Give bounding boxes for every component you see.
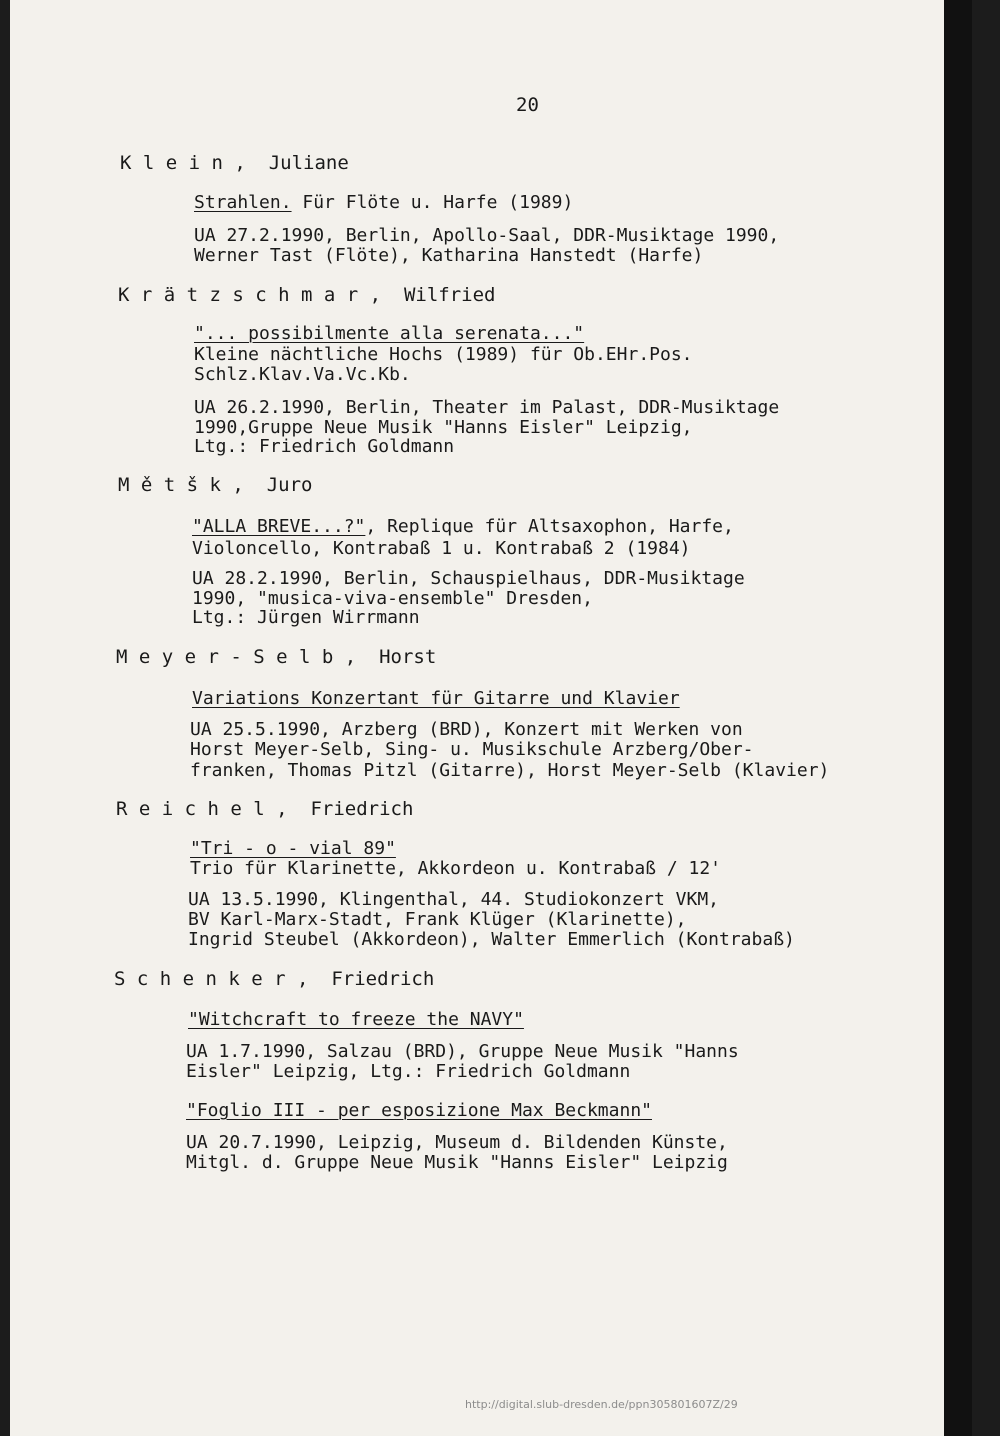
- work-title-line: [192, 517, 734, 537]
- performance-info: BV Karl-Marx-Stadt, Frank Klüger (Klarinette),: [188, 909, 687, 930]
- performance-info: Mitgl. d. Gruppe Neue Musik "Hanns Eisler" Leipzig: [186, 1152, 728, 1173]
- work-title-line: [190, 839, 396, 859]
- performance-info: UA 26.2.1990, Berlin, Theater im Palast, DDR-Musiktage: [194, 397, 780, 418]
- work-title: Variations Konzertant für Gitarre und Klavier: [192, 688, 680, 709]
- performance-info: Ingrid Steubel (Akkordeon), Walter Emmerlich (Kontrabaß): [188, 929, 795, 950]
- document-page: [10, 0, 972, 1436]
- work-title-line: [188, 1010, 524, 1030]
- performance-info: UA 20.7.1990, Leipzig, Museum d. Bildenden Künste,: [186, 1132, 728, 1153]
- work-subtitle: Schlz.Klav.Va.Vc.Kb.: [194, 364, 411, 385]
- work-title: Strahlen.: [194, 192, 292, 213]
- work-title-rest: Für Flöte u. Harfe (1989): [291, 192, 574, 213]
- composer-name: K l e i n , Juliane: [120, 152, 349, 174]
- performance-info: UA 27.2.1990, Berlin, Apollo-Saal, DDR-Musiktage 1990,: [194, 225, 780, 246]
- performance-info: 1990, "musica-viva-ensemble" Dresden,: [192, 588, 593, 609]
- work-subtitle: Trio für Klarinette, Akkordeon u. Kontrabaß / 12': [190, 858, 722, 879]
- composer-name: M e y e r - S e l b , Horst: [116, 646, 437, 668]
- performance-info: Horst Meyer-Selb, Sing- u. Musikschule Arzberg/Ober-: [190, 739, 754, 760]
- page-number: 20: [516, 94, 539, 116]
- performance-info: Ltg.: Friedrich Goldmann: [194, 436, 455, 457]
- work-title: "ALLA BREVE...?": [192, 516, 366, 537]
- work-title-line: [192, 689, 680, 709]
- composer-name: K r ä t z s c h m a r , Wilfried: [118, 284, 496, 306]
- scan-edge: [944, 0, 972, 1436]
- performance-info: Eisler" Leipzig, Ltg.: Friedrich Goldmann: [186, 1061, 631, 1082]
- performance-info: 1990,Gruppe Neue Musik "Hanns Eisler" Leipzig,: [194, 417, 693, 438]
- performance-info: franken, Thomas Pitzl (Gitarre), Horst Meyer-Selb (Klavier): [190, 760, 830, 781]
- work-title: "... possibilmente alla serenata...": [194, 323, 585, 344]
- footer-url: http://digital.slub-dresden.de/ppn305801607Z/29: [465, 1398, 738, 1411]
- work-title: "Tri - o - vial 89": [190, 838, 396, 859]
- performance-info: UA 25.5.1990, Arzberg (BRD), Konzert mit Werken von: [190, 719, 743, 740]
- performance-info: UA 13.5.1990, Klingenthal, 44. Studiokonzert VKM,: [188, 889, 720, 910]
- performance-info: UA 1.7.1990, Salzau (BRD), Gruppe Neue Musik "Hanns: [186, 1041, 739, 1062]
- composer-name: M ě t š k , Juro: [118, 474, 313, 496]
- work-title: "Witchcraft to freeze the NAVY": [188, 1009, 524, 1030]
- performance-info: UA 28.2.1990, Berlin, Schauspielhaus, DDR-Musiktage: [192, 568, 745, 589]
- work-title-line: [194, 193, 573, 213]
- work-title-line: [194, 324, 584, 344]
- performance-info: Ltg.: Jürgen Wirrmann: [192, 607, 420, 628]
- work-subtitle: Kleine nächtliche Hochs (1989) für Ob.EHr.Pos.: [194, 344, 693, 365]
- composer-name: R e i c h e l , Friedrich: [116, 798, 414, 820]
- work-title-line: [186, 1101, 652, 1121]
- performance-info: Werner Tast (Flöte), Katharina Hanstedt (Harfe): [194, 245, 704, 266]
- composer-name: S c h e n k e r , Friedrich: [114, 968, 435, 990]
- work-title-rest: , Replique für Altsaxophon, Harfe,: [365, 516, 734, 537]
- work-title: "Foglio III - per esposizione Max Beckmann": [186, 1100, 652, 1121]
- work-subtitle: Violoncello, Kontrabaß 1 u. Kontrabaß 2 (1984): [192, 538, 691, 559]
